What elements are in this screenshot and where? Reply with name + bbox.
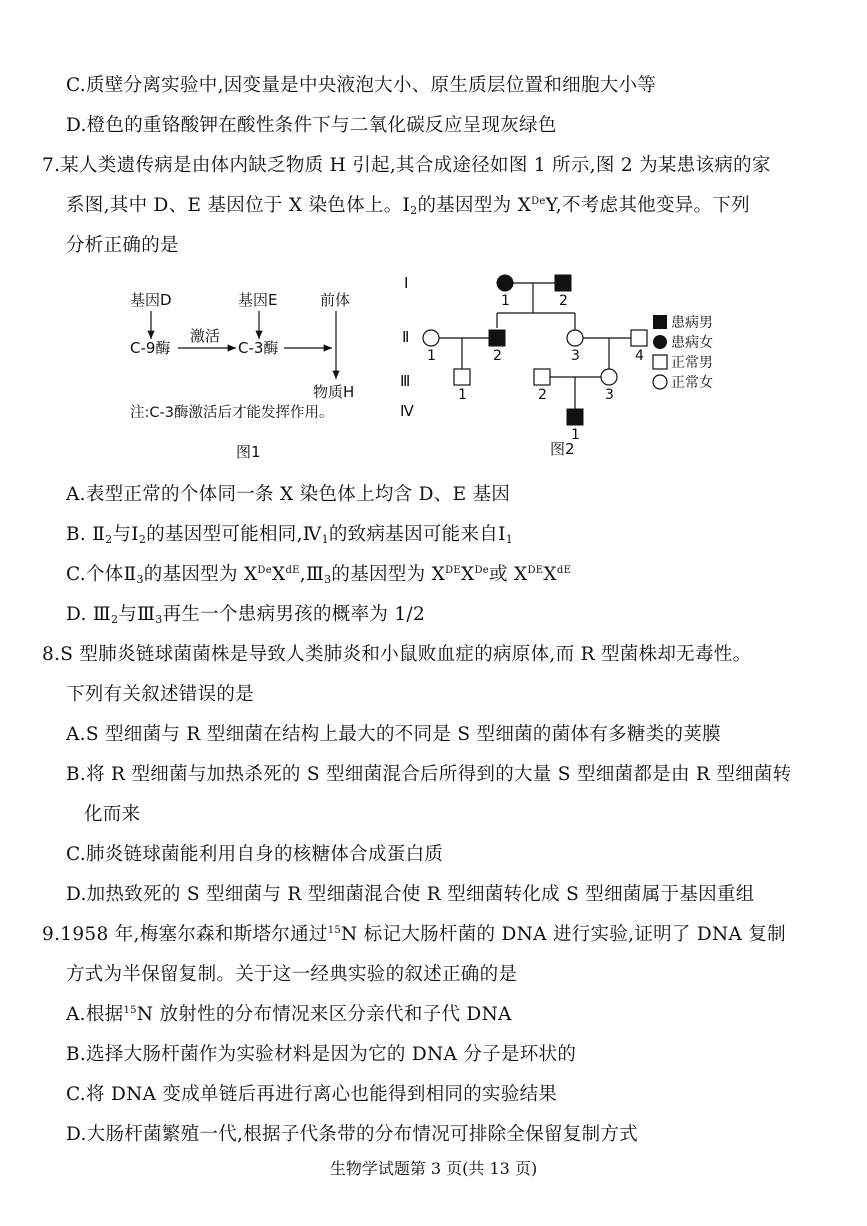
q8-stem-line-2: 下列有关叙述错误的是	[66, 684, 255, 705]
q8-option-a: A.S 型细菌与 R 型细菌在结构上最大的不同是 S 型细菌的菌体有多糖类的荚膜	[66, 724, 721, 745]
legend-affected-female-icon	[653, 335, 667, 349]
q7-option-a: A.表型正常的个体同一条 X 染色体上均含 D、E 基因	[66, 484, 511, 505]
II2-affected-male	[489, 330, 505, 346]
q8-option-c: C.肺炎链球菌能利用自身的核糖体合成蛋白质	[66, 844, 444, 865]
fig2-caption: 图2	[550, 440, 575, 458]
q7-stem-line-3: 分析正确的是	[66, 235, 179, 256]
legend-affected-male: 患病男	[671, 315, 713, 331]
fig1-caption: 图1	[236, 443, 261, 461]
fig1-c9-enzyme: C-9酶	[130, 339, 171, 357]
gen-label-III: Ⅲ	[400, 372, 411, 390]
fig1-precursor-label: 前体	[320, 291, 351, 309]
legend-affected-male-icon	[653, 315, 667, 329]
num-II4: 4	[635, 348, 644, 364]
fig1-substance-h: 物质H	[313, 383, 355, 401]
q9-option-a: A.根据$^{15}$N 放射性的分布情况来区分亲代和子代 DNA	[66, 1004, 512, 1025]
q9-option-d: D.大肠杆菌繁殖一代,根据子代条带的分布情况可排除全保留复制方式	[66, 1124, 639, 1145]
q7-stem-line-2: 系图,其中 D、E 基因位于 X 染色体上。$Ⅰ_2$的基因型为 XDeY,不考虑其他变异。下列	[66, 195, 750, 217]
II4-normal-male	[631, 330, 647, 346]
num-II1: 1	[427, 348, 436, 364]
II3-normal-female	[567, 330, 583, 346]
page-footer: 生物学试题第 3 页(共 13 页)	[329, 1159, 538, 1178]
fig1-activate-label: 激活	[190, 327, 221, 345]
num-II3: 3	[571, 348, 580, 364]
III3-normal-female	[601, 369, 617, 385]
q7-option-c: C.个体$Ⅱ_3$的基因型为 $XDeXdE,Ⅲ_3$的基因型为 XDEXDe或 XDEXdE	[66, 564, 572, 586]
IV1-affected-male	[567, 409, 583, 425]
q6-option-c: C.质壁分离实验中,因变量是中央液泡大小、原生质层位置和细胞大小等	[66, 75, 657, 96]
legend-affected-female: 患病女	[671, 335, 713, 351]
figure-2-pedigree	[400, 268, 760, 458]
gen-label-II: Ⅱ	[402, 328, 410, 346]
q9-option-b: B.选择大肠杆菌作为实验材料是因为它的 DNA 分子是环状的	[66, 1044, 577, 1065]
fig1-note: 注:C-3酶激活后才能发挥作用。	[130, 405, 334, 421]
I1-affected-female	[497, 275, 513, 291]
fig1-gene-e-label: 基因E	[238, 291, 278, 309]
legend-normal-female-icon	[653, 375, 667, 389]
q7-option-b: B. $Ⅱ_2$与$Ⅰ_2$的基因型可能相同$,Ⅳ_1$的致病基因可能来自$Ⅰ_1$	[66, 524, 513, 546]
I2-affected-male	[555, 275, 571, 291]
q7-stem-line-1: 7.某人类遗传病是由体内缺乏物质 H 引起,其合成途径如图 1 所示,图 2 为某患该病的家	[42, 155, 771, 176]
figure-1-pathway	[120, 285, 380, 465]
q6-option-d: D.橙色的重铬酸钾在酸性条件下与二氧化碳反应呈现灰绿色	[66, 115, 557, 136]
legend-normal-male-icon	[653, 355, 667, 369]
q9-stem-line-2: 方式为半保留复制。关于这一经典实验的叙述正确的是	[66, 964, 518, 985]
fig1-c3-enzyme: C-3酶	[238, 339, 279, 357]
q8-option-d: D.加热致死的 S 型细菌与 R 型细菌混合使 R 型细菌转化成 S 型细菌属于基因重组	[66, 884, 755, 905]
num-II2: 2	[493, 348, 502, 364]
III1-normal-male	[454, 369, 470, 385]
q9-stem-line-1: 9.1958 年,梅塞尔森和斯塔尔通过$^{15}$N 标记大肠杆菌的 DNA 进行实验,证明了 DNA 复制	[42, 924, 786, 945]
num-III3: 3	[605, 387, 614, 403]
III2-normal-male	[534, 369, 550, 385]
q9-option-c: C.将 DNA 变成单链后再进行离心也能得到相同的实验结果	[66, 1084, 558, 1105]
q8-stem-line-1: 8.S 型肺炎链球菌菌株是导致人类肺炎和小鼠败血症的病原体,而 R 型菌株却无毒性。	[42, 644, 752, 665]
fig1-gene-d-label: 基因D	[130, 291, 172, 309]
q8-option-b-line-1: B.将 R 型细菌与加热杀死的 S 型细菌混合后所得到的大量 S 型细菌都是由 R 型细菌转	[66, 764, 792, 785]
num-III1: 1	[458, 387, 467, 403]
legend-normal-female: 正常女	[671, 375, 713, 391]
num-I2: 2	[559, 293, 568, 309]
II1-normal-female	[423, 330, 439, 346]
legend-normal-male: 正常男	[671, 355, 713, 371]
num-III2: 2	[538, 387, 547, 403]
q8-option-b-line-2: 化而来	[84, 804, 141, 825]
num-IV1: 1	[571, 427, 580, 443]
q7-option-d: D. $Ⅲ_2$与$Ⅲ_3$再生一个患病男孩的概率为 1/2	[66, 604, 426, 626]
num-I1: 1	[501, 293, 510, 309]
gen-label-IV: Ⅳ	[400, 402, 414, 420]
gen-label-I: Ⅰ	[404, 274, 409, 292]
